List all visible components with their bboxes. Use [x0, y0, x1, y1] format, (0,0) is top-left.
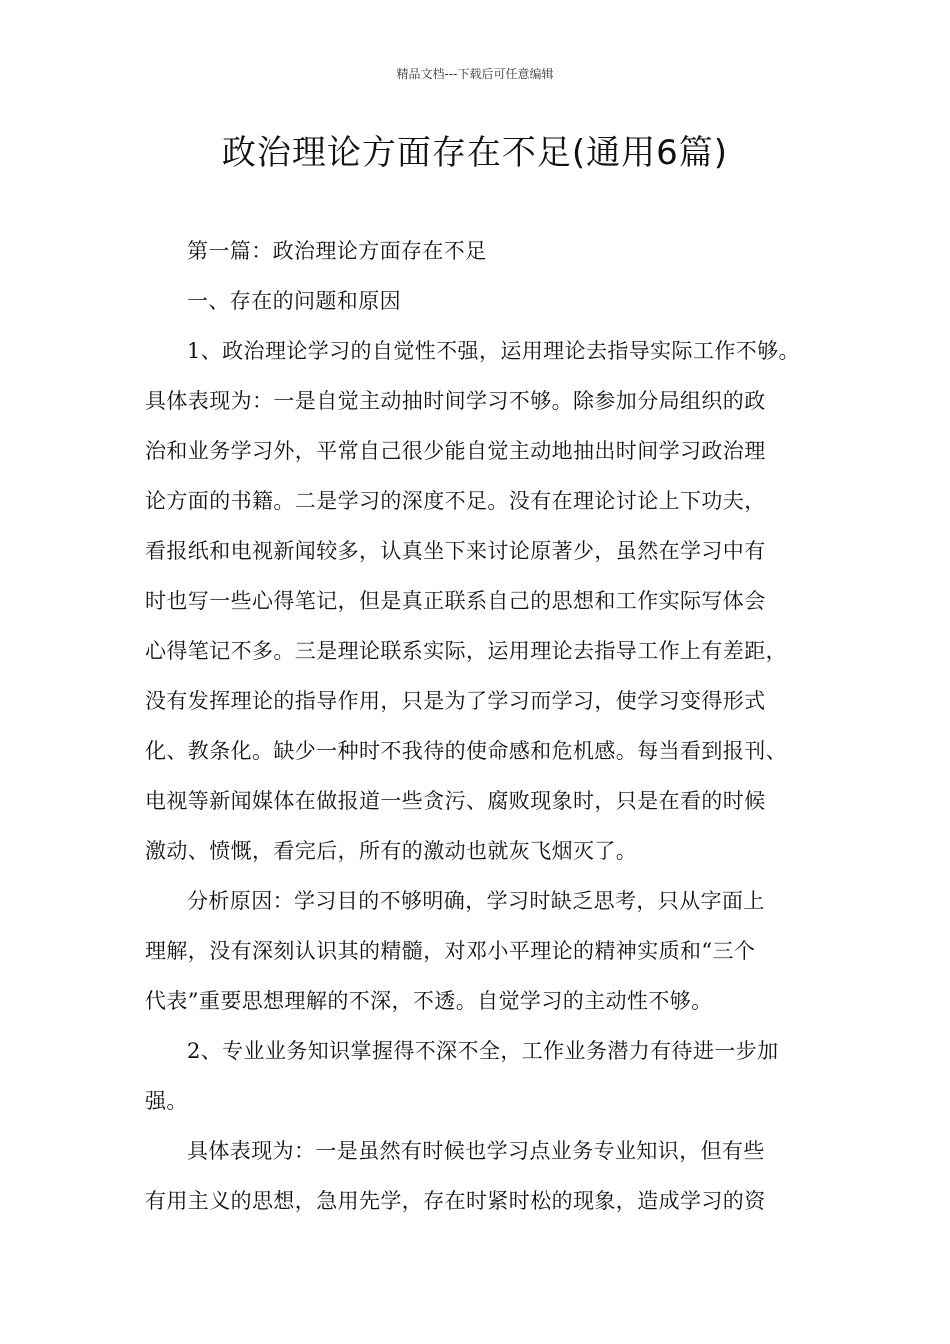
paragraph-line: 具体表现为：一是虽然有时候也学习点业务专业知识，但有些 [187, 1139, 765, 1163]
paragraph-line: 1、政治理论学习的自觉性不强，运用理论去指导实际工作不够。 [187, 339, 800, 363]
paragraph-line: 时也写一些心得笔记，但是真正联系自己的思想和工作实际写体会 [145, 589, 766, 613]
paragraph-line: 代表”重要思想理解的不深，不透。自觉学习的主动性不够。 [145, 989, 713, 1013]
paragraph-line: 心得笔记不多。三是理论联系实际，运用理论去指导工作上有差距， [145, 639, 787, 663]
paragraph-line: 激动、愤慨，看完后，所有的激动也就灰飞烟灭了。 [145, 839, 638, 863]
paragraph-line: 分析原因：学习目的不够明确，学习时缺乏思考，只从字面上 [187, 889, 765, 913]
paragraph-line: 没有发挥理论的指导作用，只是为了学习而学习，使学习变得形式 [145, 689, 766, 713]
paragraph-line: 理解，没有深刻认识其的精髓，对邓小平理论的精神实质和“三个 [145, 939, 756, 963]
section-heading: 第一篇：政治理论方面存在不足 [187, 239, 487, 263]
paragraph-line: 具体表现为：一是自觉主动抽时间学习不够。除参加分局组织的政 [145, 389, 766, 413]
document-body [145, 226, 825, 1226]
paragraph-line: 电视等新闻媒体在做报道一些贪污、腐败现象时，只是在看的时候 [145, 789, 766, 813]
subsection-heading: 一、存在的问题和原因 [187, 289, 401, 313]
paragraph-line: 化、教条化。缺少一种时不我待的使命感和危机感。每当看到报刊、 [145, 739, 787, 763]
paragraph-line: 2、专业业务知识掌握得不深不全，工作业务潜力有待进一步加 [187, 1039, 779, 1063]
paragraph-line: 强。 [145, 1089, 188, 1113]
document-title: 政治理论方面存在不足(通用6篇) [221, 133, 729, 173]
paragraph-line: 论方面的书籍。二是学习的深度不足。没有在理论讨论上下功夫， [145, 489, 766, 513]
page-header-note: 精品文档---下载后可任意编辑 [396, 67, 554, 81]
paragraph-line: 看报纸和电视新闻较多，认真坐下来讨论原著少，虽然在学习中有 [145, 539, 766, 563]
paragraph-line: 有用主义的思想，急用先学，存在时紧时松的现象，造成学习的资 [145, 1189, 766, 1213]
paragraph-line: 治和业务学习外，平常自己很少能自觉主动地抽出时间学习政治理 [145, 439, 766, 463]
